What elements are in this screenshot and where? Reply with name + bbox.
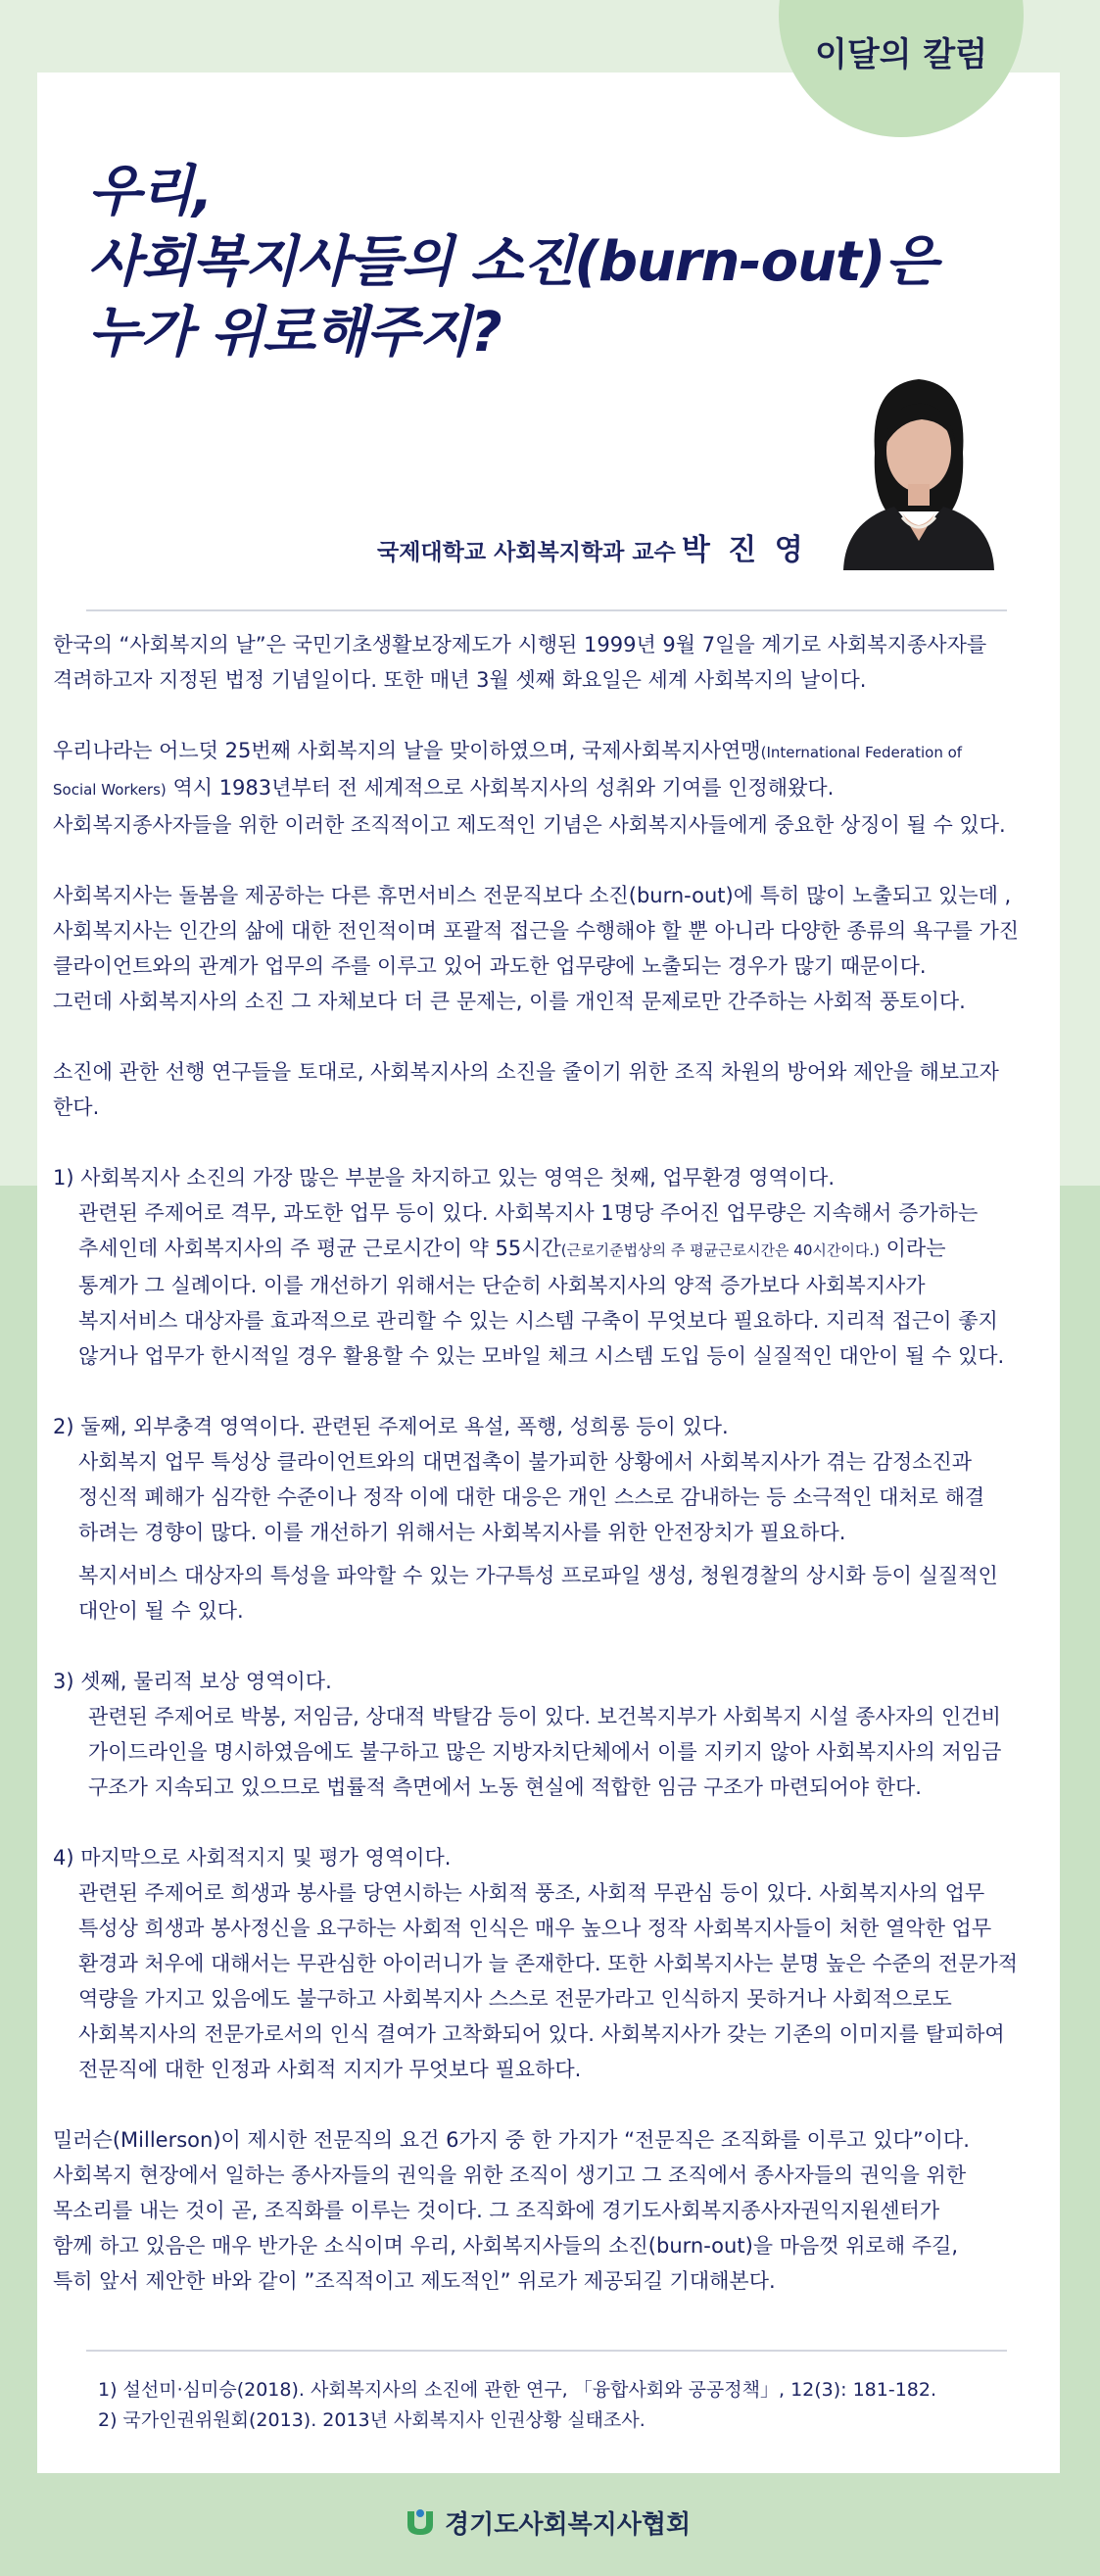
paragraph-line: 환경과 처우에 대해서는 무관심한 아이러니가 늘 존재한다. 또한 사회복지사는 분명 높은 수준의 전문가적 <box>78 1952 1019 1975</box>
paragraph-line: 목소리를 내는 것이 곧, 조직화를 이루는 것이다. 그 조직화에 경기도사회복지종사자권익지원센터가 <box>53 2199 940 2222</box>
paragraph-line: 소진에 관한 선행 연구들을 토대로, 사회복지사의 소진을 줄이기 위한 조직 차원의 방어와 제안을 해보고자 <box>53 1060 999 1084</box>
paragraph-line: Social Workers) 역시 1983년부터 전 세계적으로 사회복지사의 성취와 기여를 인정해왔다. <box>53 776 835 800</box>
paragraph-line: 관련된 주제어로 희생과 봉사를 당연시하는 사회적 풍조, 사회적 무관심 등이 있다. 사회복지사의 업무 <box>78 1881 985 1905</box>
paragraph-line: 추세인데 사회복지사의 주 평균 근로시간이 약 55시간(근로기준법상의 주 평균근로시간은 40시간이다.) 이라는 <box>78 1237 946 1260</box>
paragraph-line: 복지서비스 대상자의 특성을 파악할 수 있는 가구특성 프로파일 생성, 청원경찰의 상시화 등이 실질적인 <box>78 1564 998 1587</box>
paragraph-line: 복지서비스 대상자를 효과적으로 관리할 수 있는 시스템 구축이 무엇보다 필요하다. 지리적 접근이 좋지 <box>78 1309 998 1333</box>
section-heading: 1) 사회복지사 소진의 가장 많은 부분을 차지하고 있는 영역은 첫째, 업무환경 영역이다. <box>53 1166 836 1190</box>
paragraph-line: 구조가 지속되고 있으므로 법률적 측면에서 노동 현실에 적합한 임금 구조가 마련되어야 한다. <box>88 1775 922 1799</box>
paragraph-line: 전문직에 대한 인정과 사회적 지지가 무엇보다 필요하다. <box>78 2058 582 2081</box>
paragraph-line: 하려는 경향이 많다. 이를 개선하기 위해서는 사회복지사를 위한 안전장치가 필요하다. <box>78 1521 846 1544</box>
section-heading: 4) 마지막으로 사회적지지 및 평가 영역이다. <box>53 1846 452 1870</box>
paragraph-line: 우리나라는 어느덧 25번째 사회복지의 날을 맞이하였으며, 국제사회복지사연맹(International Federation of <box>53 739 963 762</box>
headline-line: 사회복지사들의 소진(burn-out)은 <box>88 230 937 294</box>
headline <box>88 157 1028 368</box>
headline-line: 누가 위로해주지? <box>88 301 502 365</box>
paragraph-line: 한국의 “사회복지의 날”은 국민기초생활보장제도가 시행된 1999년 9월 7일을 계기로 사회복지종사자를 <box>53 633 987 656</box>
divider <box>86 609 1007 611</box>
association-logo-icon <box>404 2505 437 2539</box>
section-heading: 3) 셋째, 물리적 보상 영역이다. <box>53 1670 332 1693</box>
paragraph-line: 관련된 주제어로 격무, 과도한 업무 등이 있다. 사회복지사 1명당 주어진 업무량은 지속해서 증가하는 <box>78 1201 979 1225</box>
paragraph-line: 사회복지 업무 특성상 클라이언트와의 대면접촉이 불가피한 상황에서 사회복지사가 겪는 감정소진과 <box>78 1450 973 1474</box>
footer-org-name: 경기도사회복지사협회 <box>445 2509 692 2540</box>
paragraph-line: 특성상 희생과 봉사정신을 요구하는 사회적 인식은 매우 높으나 정작 사회복지사들이 처한 열악한 업무 <box>78 1917 992 1940</box>
paragraph-line: 정신적 폐해가 심각한 수준이나 정작 이에 대한 대응은 개인 스스로 감내하는 등 소극적인 대처로 해결 <box>78 1485 985 1509</box>
paragraph-line: 사회복지사는 인간의 삶에 대한 전인적이며 포괄적 접근을 수행해야 할 뿐 아니라 다양한 종류의 욕구를 가진 <box>53 919 1020 943</box>
paragraph-line: 한다. <box>53 1095 100 1119</box>
author-name: 박 진 영 <box>681 533 807 567</box>
paragraph-line: 격려하고자 지정된 법정 기념일이다. 또한 매년 3월 셋째 화요일은 세계 사회복지의 날이다. <box>53 668 867 692</box>
footnote-divider <box>86 2350 1007 2352</box>
author-portrait <box>836 365 1002 570</box>
footnotes <box>98 2375 1038 2436</box>
paragraph-line: 클라이언트와의 관계가 업무의 주를 이루고 있어 과도한 업무량에 노출되는 경우가 많기 때문이다. <box>53 954 927 978</box>
paragraph-line: 사회복지종사자들을 위한 이러한 조직적이고 제도적인 기념은 사회복지사들에게 중요한 상징이 될 수 있다. <box>53 813 1006 837</box>
column-badge-label: 이달의 칼럼 <box>814 35 988 74</box>
section-heading: 2) 둘째, 외부충격 영역이다. 관련된 주제어로 욕설, 폭행, 성희롱 등이 있다. <box>53 1415 729 1438</box>
paragraph-line: 가이드라인을 명시하였음에도 불구하고 많은 지방자치단체에서 이를 지키지 않아 사회복지사의 저임금 <box>88 1740 1002 1764</box>
paragraph-line: 특히 앞서 제안한 바와 같이 ”조직적이고 제도적인” 위로가 제공되길 기대해본다. <box>53 2269 776 2293</box>
paragraph-line: 통계가 그 실례이다. 이를 개선하기 위해서는 단순히 사회복지사의 양적 증가보다 사회복지사가 <box>78 1274 926 1297</box>
paragraph-line: 밀러슨(Millerson)이 제시한 전문직의 요건 6가지 중 한 가지가 “전문직은 조직화를 이루고 있다”이다. <box>53 2128 970 2152</box>
article-body <box>53 627 1052 2299</box>
paragraph-line: 사회복지사의 전문가로서의 인식 결여가 고착화되어 있다. 사회복지사가 갖는 기존의 이미지를 탈피하여 <box>78 2022 1005 2046</box>
paragraph-line: 사회복지사는 돌봄을 제공하는 다른 휴먼서비스 전문직보다 소진(burn-out)에 특히 많이 노출되고 있는데 , <box>53 884 1012 907</box>
footnote: 2) 국가인권위원회(2013). 2013년 사회복지사 인권상황 실태조사. <box>98 2409 646 2431</box>
paragraph-line: 대안이 될 수 있다. <box>78 1599 244 1623</box>
author-affiliation: 국제대학교 사회복지학과 교수 <box>377 540 676 565</box>
paragraph-line: 관련된 주제어로 박봉, 저임금, 상대적 박탈감 등이 있다. 보건복지부가 사회복지 시설 종사자의 인건비 <box>88 1705 1001 1728</box>
paragraph-line: 그런데 사회복지사의 소진 그 자체보다 더 큰 문제는, 이를 개인적 문제로만 간주하는 사회적 풍토이다. <box>53 990 966 1013</box>
paragraph-line: 사회복지 현장에서 일하는 종사자들의 권익을 위한 조직이 생기고 그 조직에서 종사자들의 권익을 위한 <box>53 2163 967 2187</box>
paragraph-line: 않거나 업무가 한시적일 경우 활용할 수 있는 모바일 체크 시스템 도입 등이 실질적인 대안이 될 수 있다. <box>78 1344 1005 1368</box>
footnote: 1) 설선미·심미승(2018). 사회복지사의 소진에 관한 연구, 「융합사회와 공공정책」, 12(3): 181-182. <box>98 2379 937 2401</box>
paragraph-line: 함께 하고 있음은 매우 반가운 소식이며 우리, 사회복지사들의 소진(burn-out)을 마음껏 위로해 주길, <box>53 2234 959 2258</box>
footer-logo <box>404 2501 691 2544</box>
paragraph-line: 역량을 가지고 있음에도 불구하고 사회복지사 스스로 전문가라고 인식하지 못하거나 사회적으로도 <box>78 1987 952 2011</box>
headline-line: 우리, <box>88 160 213 223</box>
author-byline <box>377 525 807 568</box>
